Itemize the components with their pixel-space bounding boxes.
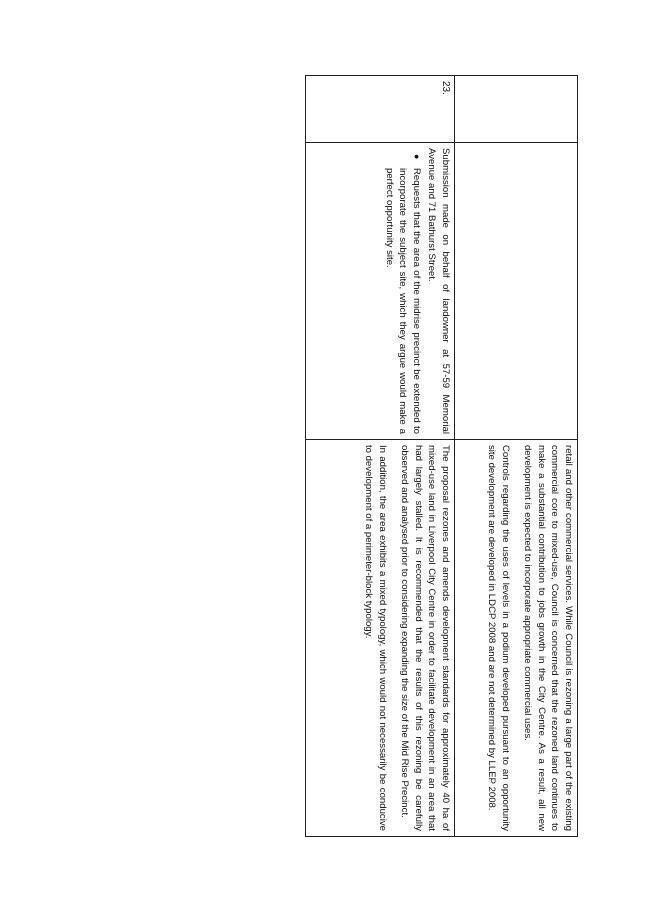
response-paragraph: In addition, the area exhibits a mixed typology, which would not necessarily be conducive to development of a perimeter-block typology. (362, 445, 388, 831)
response-cell (455, 440, 578, 837)
list-item (382, 154, 423, 434)
table-row (455, 76, 578, 837)
response-paragraph: retail and other commercial services. While Council is rezoning a large part of the existing commercial core to mixed-use, Council is concerned that the rezoned land continues to make a substantial contribution to jobs growth in the City Centre. As a result, all new development is expected to incorporate appropriate commercial uses. (522, 445, 574, 831)
response-paragraph: Controls regarding the uses of levels in a podium developed pursuant to an opportunity site development are developed in LDCP 2008 and are not determined by LLEP 2008. (485, 445, 511, 831)
bullet-icon: ● (411, 154, 422, 160)
submission-cell (455, 143, 578, 440)
submission-cell (306, 143, 455, 440)
submission-number-cell: 23. (306, 76, 455, 143)
submission-number-cell (455, 76, 578, 143)
response-paragraph: The proposal rezones and amends development standards for approximately 40 ha of mixed-use land in Liverpool City Centre in order to facilitate development in an area that had largely stalled. It is recommended that the results of this rezoning be carefully observed and analysed prior to considering expanding the size of the Mid Rise Precinct. (399, 445, 451, 831)
submission-lead-text: Submission made on behalf of landowner at 57-59 Memorial Avenue and 71 Bathurst Street. (426, 148, 451, 434)
list-item-text: Requests that the area of the midrise precinct be extended to incorporate the subject site, which they argue would make a perfect opportunity site. (383, 168, 422, 434)
rotated-page-content (305, 75, 578, 836)
table-row (306, 76, 455, 837)
submissions-table (305, 75, 578, 837)
submission-bullet-list (382, 148, 423, 434)
response-cell (306, 440, 455, 837)
